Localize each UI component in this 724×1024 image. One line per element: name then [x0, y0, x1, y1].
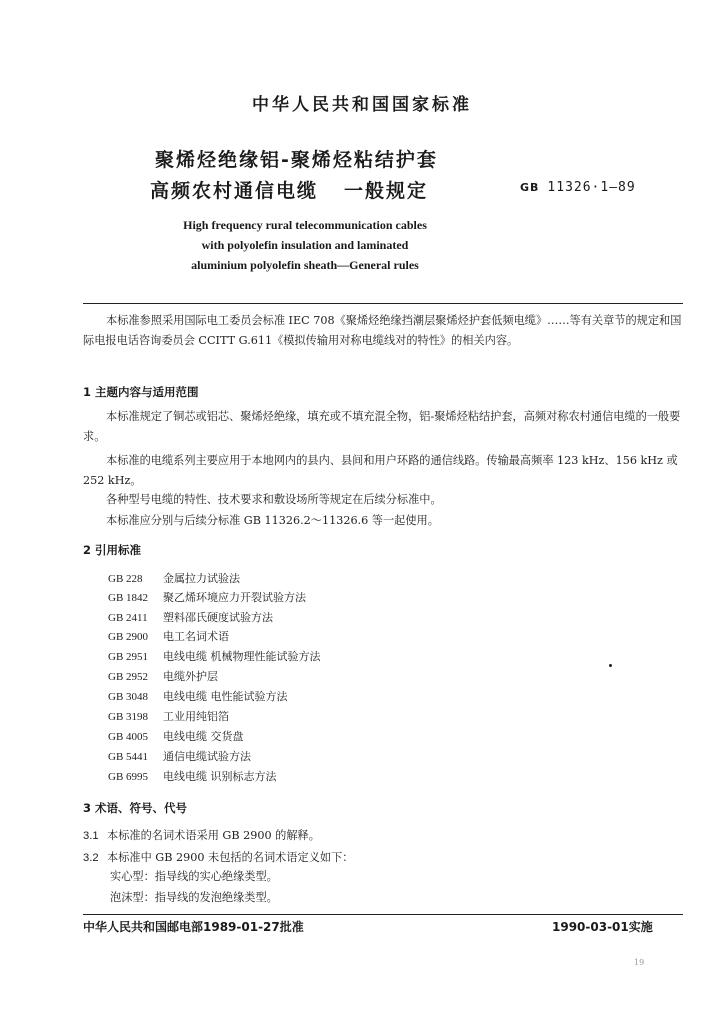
reference-item	[108, 707, 229, 727]
section1-para3: 各种型号电缆的特性、技术要求和敷设场所等规定在后续分标准中。	[106, 493, 442, 506]
reference-item	[108, 767, 277, 787]
intro-paragraph: 本标准参照采用国际电工委员会标准 IEC 708《聚烯烃绝缘挡潮层聚烯烃护套低频电缆》……等有关章节的规定和国际电报电话咨询委员会 CCITT G.611《模拟传输用对称电缆线对的特性》的相关内容。	[83, 314, 682, 347]
section1-heading: 1 主题内容与适用范围	[83, 385, 199, 399]
title-en-line2: with polyolefin insulation and laminated	[201, 238, 409, 252]
section3-item1	[83, 826, 320, 846]
reference-title: 电线电缆 电性能试验方法	[163, 690, 288, 703]
reference-title: 工业用纯铝箔	[163, 710, 229, 723]
reference-title: 塑料邵氏硬度试验方法	[163, 611, 273, 624]
title-en-line3: aluminium polyolefin sheath—General rules	[191, 258, 419, 272]
reference-item	[108, 727, 244, 747]
gb-number: 11326·1—89	[547, 180, 636, 195]
reference-title: 聚乙烯环境应力开裂试验方法	[163, 591, 306, 604]
reference-item	[108, 608, 273, 628]
reference-code: GB 5441	[108, 751, 149, 763]
reference-title: 通信电缆试验方法	[163, 750, 251, 763]
reference-title: 金属拉力试验法	[163, 572, 240, 585]
title-en-line1: High frequency rural telecommunication cables	[183, 218, 427, 232]
reference-code: GB 1842	[108, 592, 149, 604]
reference-item	[108, 627, 229, 647]
section2-heading: 2 引用标准	[83, 543, 142, 557]
item-text: 本标准的名词术语采用 GB 2900 的解释。	[107, 829, 320, 842]
reference-code: GB 6995	[108, 771, 149, 783]
reference-item	[108, 667, 218, 687]
page-number: 19	[634, 958, 645, 967]
reference-item	[108, 569, 240, 589]
bottom-divider	[83, 914, 683, 915]
national-standard-heading: 中华人民共和国国家标准	[252, 95, 472, 115]
definition-foam: 泡沫型：指导线的发泡绝缘类型。	[110, 891, 278, 904]
title-cn-line2-part1: 高频农村通信电缆	[150, 180, 319, 202]
reference-item	[108, 687, 288, 707]
approval-line: 中华人民共和国邮电部1989-01-27批准	[83, 920, 304, 934]
title-cn-line2	[150, 176, 428, 203]
definition-solid: 实心型：指导线的实心绝缘类型。	[110, 870, 278, 883]
reference-title: 电线电缆 机械物理性能试验方法	[163, 650, 321, 663]
title-cn-line2-part2: 一般规定	[344, 180, 429, 202]
stray-mark	[609, 664, 612, 667]
section1-para1: 本标准规定了铜芯或铝芯、聚烯烃绝缘，填充或不填充混全物，铝-聚烯烃粘结护套，高频对称农村通信电缆的一般要求。	[83, 410, 681, 443]
gb-label: GB	[520, 181, 540, 194]
section1-para4: 本标准应分别与后续分标准 GB 11326.2～11326.6 等一起使用。	[106, 514, 439, 527]
standard-code	[520, 180, 636, 195]
reference-code: GB 2952	[108, 671, 149, 683]
reference-item	[108, 588, 306, 608]
reference-code: GB 3198	[108, 711, 149, 723]
section3-item2	[83, 848, 354, 868]
reference-code: GB 228	[108, 573, 143, 585]
reference-title: 电线电缆 识别标志方法	[163, 770, 277, 783]
section1-para2: 本标准的电缆系列主要应用于本地网内的县内、县间和用户环路的通信线路。传输最高频率 123 kHz、156 kHz 或 252 kHz。	[83, 454, 678, 487]
reference-code: GB 2951	[108, 651, 149, 663]
title-cn-line1: 聚烯烃绝缘铝-聚烯烃粘结护套	[155, 149, 438, 171]
reference-item	[108, 647, 321, 667]
reference-code: GB 2411	[108, 612, 148, 624]
section3-heading: 3 术语、符号、代号	[83, 801, 188, 815]
item-number: 3.1	[83, 830, 99, 842]
reference-title: 电工名词术语	[163, 630, 229, 643]
item-number: 3.2	[83, 852, 99, 864]
reference-item	[108, 747, 251, 767]
top-divider	[83, 303, 683, 304]
reference-code: GB 4005	[108, 731, 149, 743]
effective-date: 1990-03-01实施	[552, 920, 653, 934]
item-text: 本标准中 GB 2900 未包括的名词术语定义如下：	[107, 851, 354, 864]
reference-code: GB 2900	[108, 631, 149, 643]
reference-code: GB 3048	[108, 691, 149, 703]
reference-title: 电线电缆 交货盘	[163, 730, 244, 743]
reference-title: 电缆外护层	[163, 670, 218, 683]
